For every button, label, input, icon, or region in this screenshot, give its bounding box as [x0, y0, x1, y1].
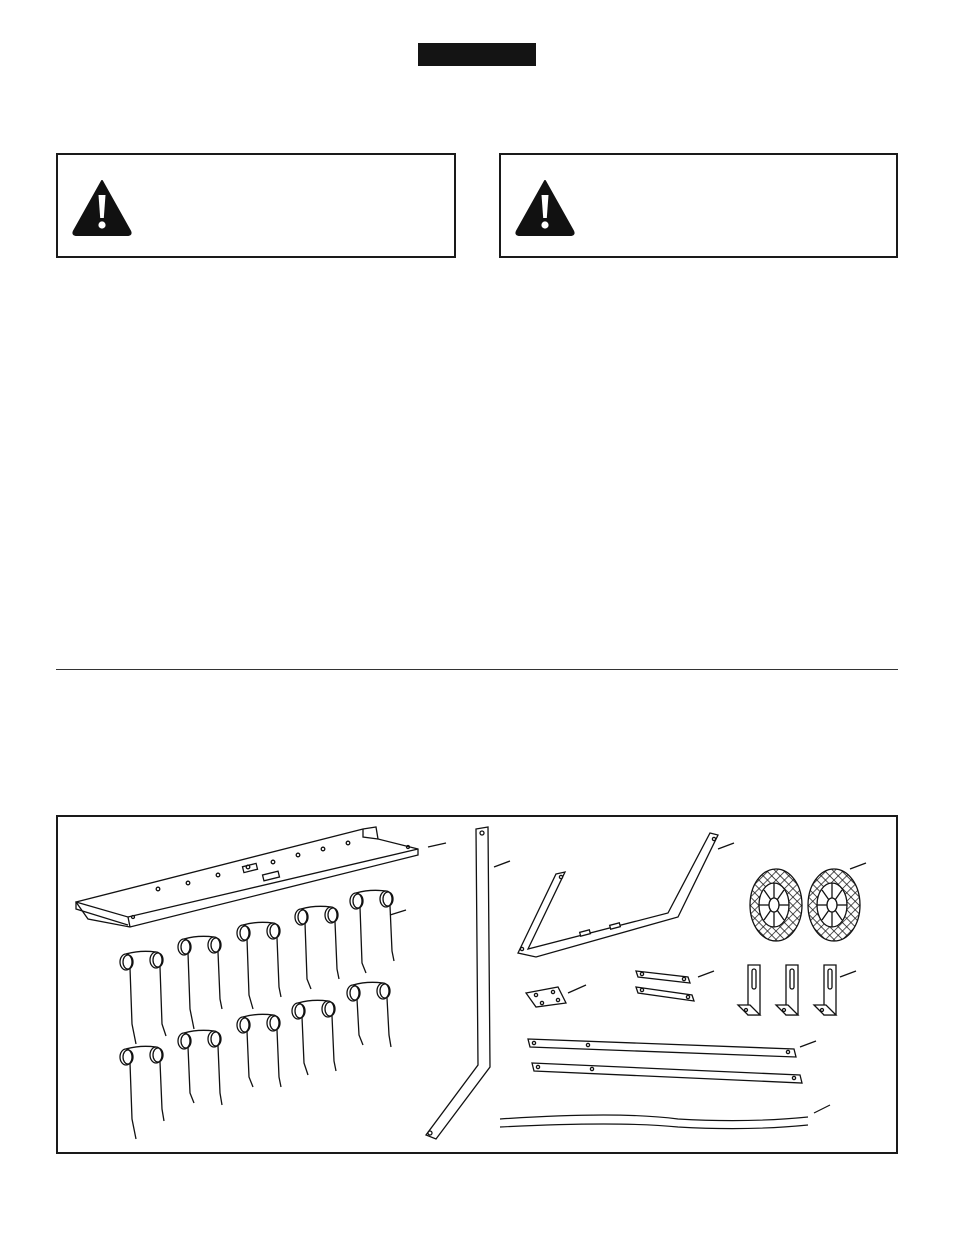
l-brackets: [738, 965, 856, 1015]
parts-illustration-panel: [56, 815, 898, 1154]
spring-tines: [120, 890, 406, 1139]
warning-triangle-icon: [70, 177, 134, 237]
short-straps: [636, 971, 714, 1001]
wheels: [750, 863, 866, 941]
long-straps: [528, 1039, 816, 1083]
rods: [500, 1105, 830, 1129]
mounting-plate: [526, 985, 586, 1007]
warning-triangle-icon: [513, 177, 577, 237]
header-black-tab: [418, 43, 536, 66]
warning-box-right: [499, 153, 898, 258]
parts-drawing: [58, 817, 900, 1156]
handle-bracket: [518, 833, 734, 957]
warning-box-left: [56, 153, 456, 258]
section-divider: [56, 669, 898, 670]
tow-bar: [426, 827, 510, 1139]
